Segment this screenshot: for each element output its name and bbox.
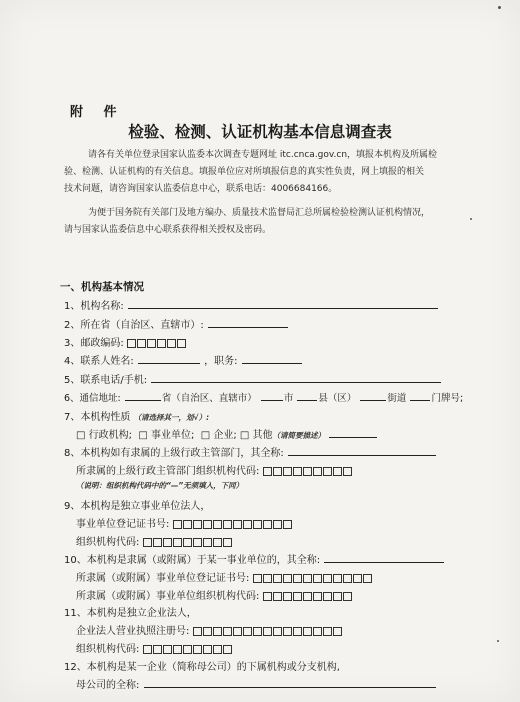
- item-label: 组织机构代码:: [76, 537, 140, 548]
- public-org-code-boxes[interactable]: [143, 537, 233, 548]
- item-affiliated-public: [64, 551, 445, 566]
- enterprise-org-code-row: [76, 640, 233, 655]
- nature-option-public[interactable]: □ 事业单位;: [138, 430, 195, 441]
- item-postcode: [64, 334, 187, 349]
- item-label: 1、机构名称:: [64, 301, 124, 312]
- intro-line-3: 技术问题，请咨询国家认监委信息中心，联系电话：4006684166。: [64, 184, 338, 194]
- institution-name-field[interactable]: [128, 298, 438, 309]
- address-number-label: 门牌号;: [431, 393, 464, 404]
- phone-field[interactable]: [151, 372, 441, 383]
- item-province: [64, 316, 289, 331]
- address-street-field[interactable]: [360, 390, 386, 401]
- address-province-label: 省（自治区、直辖市）: [161, 393, 257, 404]
- scan-speck: [470, 218, 472, 220]
- contact-name-field[interactable]: [138, 353, 200, 364]
- postcode-boxes[interactable]: [127, 338, 187, 349]
- item-label: 9、本机构是独立事业单位法人，: [64, 501, 211, 512]
- item-label: 8、本机构如有隶属的上级行政主管部门，其全称:: [64, 448, 284, 459]
- scan-speck: [497, 640, 499, 642]
- address-street-label: 街道: [387, 393, 407, 404]
- item-address: [64, 390, 463, 404]
- affiliated-public-name-field[interactable]: [324, 552, 444, 563]
- item-enterprise-legal: [64, 604, 197, 619]
- item-label: 11、本机构是独立企业法人，: [64, 608, 197, 619]
- enterprise-org-code-boxes[interactable]: [143, 644, 233, 655]
- intro-line-1: 请各有关单位登录国家认监委本次调查专题网址 itc.cnca.gov.cn，填报本机构及所属检: [88, 150, 438, 160]
- public-cert-row: [76, 515, 293, 530]
- item-supervisor: [64, 444, 437, 459]
- item-label: 所隶属（或附属）事业单位登记证书号:: [76, 573, 250, 584]
- item-nature: [64, 408, 209, 423]
- scan-speck: [498, 6, 501, 9]
- supervisor-code-boxes[interactable]: [263, 466, 353, 477]
- nature-option-other[interactable]: □ 其他: [239, 430, 273, 441]
- item-label: 事业单位登记证书号:: [76, 519, 170, 530]
- nature-other-field[interactable]: [329, 427, 377, 438]
- item-institution-name: [64, 297, 439, 312]
- public-org-code-row: [76, 533, 233, 548]
- nature-option-admin[interactable]: □ 行政机构;: [76, 430, 132, 441]
- item-label: 母公司的全称:: [76, 680, 140, 691]
- enterprise-license-boxes[interactable]: [193, 626, 343, 637]
- item-label: 6、通信地址:: [64, 393, 121, 404]
- item-label: 5、联系电话/手机:: [64, 375, 148, 386]
- nature-option-enterprise[interactable]: □ 企业;: [200, 430, 237, 441]
- address-county-label: 县（区）: [318, 393, 357, 404]
- intro-line-4: 为便于国务院有关部门及地方编办、质量技术监督局汇总所属检验检测认证机构情况，: [88, 208, 431, 218]
- address-city-field[interactable]: [261, 390, 283, 401]
- item-branch: [64, 658, 340, 673]
- item-label: ，职务:: [204, 356, 238, 367]
- item-label: 所隶属（或附属）事业单位组织机构代码:: [76, 591, 260, 602]
- supervisor-name-field[interactable]: [288, 445, 436, 456]
- nature-hint: （请选择其一，划√）:: [133, 413, 210, 422]
- item-label: 组织机构代码:: [76, 644, 140, 655]
- address-number-field[interactable]: [410, 390, 430, 401]
- intro-line-2: 验、检测、认证机构的有关信息。填报单位应对所填报信息的真实性负责，网上填报的相关: [64, 167, 425, 177]
- contact-title-field[interactable]: [242, 353, 302, 364]
- province-field[interactable]: [208, 317, 288, 328]
- annex-label: 附 件: [70, 105, 125, 120]
- affiliated-org-code-boxes[interactable]: [263, 591, 353, 602]
- section-title: 一、机构基本情况: [60, 281, 144, 293]
- enterprise-license-row: [76, 622, 343, 637]
- item-label: 7、本机构性质: [64, 412, 131, 423]
- form-title: 检验、检测、认证机构基本信息调查表: [128, 123, 392, 141]
- item-contact: [64, 352, 303, 367]
- nature-options: [76, 426, 378, 441]
- item-public-legal: [64, 497, 210, 512]
- public-cert-boxes[interactable]: [173, 519, 293, 530]
- item-label: 12、本机构是某一企业（简称母公司）的下属机构或分支机构,: [64, 662, 340, 673]
- parent-company-field[interactable]: [144, 677, 436, 688]
- address-province-field[interactable]: [125, 390, 161, 401]
- parent-company-row: [76, 676, 437, 691]
- address-county-field[interactable]: [297, 390, 317, 401]
- item-label: 2、所在省（自治区、直辖市）:: [64, 320, 204, 331]
- affiliated-cert-row: [76, 569, 373, 584]
- intro-line-5: 请与国家认监委信息中心联系获得相关授权及密码。: [64, 225, 272, 235]
- address-city-label: 市: [283, 393, 294, 404]
- item-label: 3、邮政编码:: [64, 338, 124, 349]
- item-label: 企业法人营业执照注册号:: [76, 626, 190, 637]
- item-label: 4、联系人姓名:: [64, 356, 134, 367]
- code-note: （说明：组织机构代码中的“—”无须填入，下同）: [76, 481, 244, 490]
- supervisor-code-row: [76, 462, 353, 477]
- affiliated-cert-boxes[interactable]: [253, 573, 373, 584]
- nature-other-hint: （请简要描述）: [272, 431, 326, 440]
- item-phone: [64, 371, 442, 386]
- item-label: 10、本机构是隶属（或附属）于某一事业单位的，其全称:: [64, 555, 321, 566]
- affiliated-org-code-row: [76, 587, 353, 602]
- item-label: 所隶属的上级行政主管部门组织机构代码:: [76, 466, 260, 477]
